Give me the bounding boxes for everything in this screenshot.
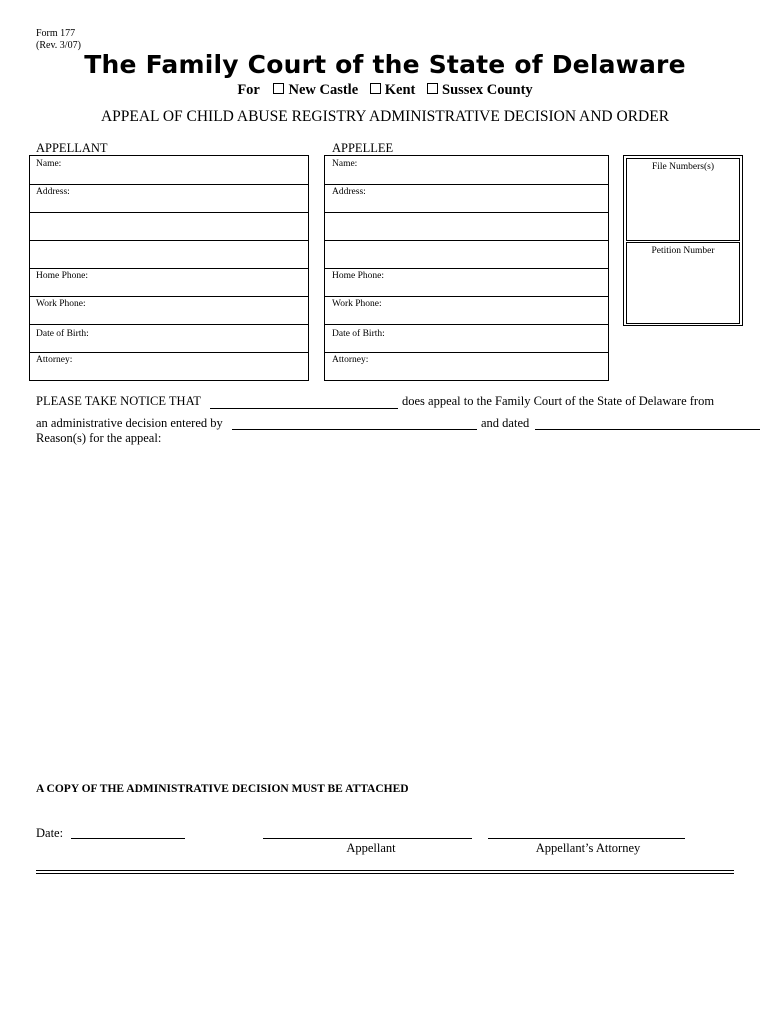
appellee-home-phone-field[interactable]: Home Phone: (325, 268, 608, 296)
appellee-work-phone-field[interactable]: Work Phone: (325, 296, 608, 324)
notice-line1-start: PLEASE TAKE NOTICE THAT (36, 394, 201, 408)
appellant-attorney-field[interactable]: Attorney: (30, 352, 308, 380)
attorney-signature-label: Appellant’s Attorney (535, 841, 641, 855)
file-number-box (623, 155, 743, 326)
attorney-signature-line[interactable] (488, 838, 685, 839)
form-subtitle: APPEAL OF CHILD ABUSE REGISTRY ADMINISTRATIVE DECISION AND ORDER (100, 108, 670, 125)
form-revision: (Rev. 3/07) (36, 40, 81, 51)
footer-divider-top (36, 870, 734, 871)
appellee-address-field[interactable]: Address: (325, 184, 608, 212)
appellee-address-line2[interactable] (325, 212, 608, 240)
date-label: Date: (36, 826, 64, 840)
reasons-label: Reason(s) for the appeal: (36, 431, 162, 445)
for-label: For (237, 82, 260, 98)
petition-number-label: Petition Number (651, 246, 715, 256)
appellant-name-blank[interactable] (210, 408, 398, 409)
notice-line2-mid: and dated (481, 416, 530, 430)
county-kent: Kent (384, 82, 416, 98)
appellant-address-line3[interactable] (30, 240, 308, 268)
appellee-address-line3[interactable] (325, 240, 608, 268)
decision-entered-by-blank[interactable] (232, 429, 477, 430)
date-blank[interactable] (71, 838, 185, 839)
form-number-block (36, 28, 81, 52)
page-title: The Family Court of the State of Delaware (84, 50, 686, 79)
form-number: Form 177 (36, 28, 76, 39)
footer-divider-bottom (36, 873, 734, 874)
reasons-area[interactable] (36, 450, 734, 770)
checkbox-kent[interactable] (370, 83, 381, 94)
county-sussex: Sussex County (442, 82, 533, 98)
appellant-box (29, 155, 309, 381)
appellant-home-phone-field[interactable]: Home Phone: (30, 268, 308, 296)
appellant-name-field[interactable]: Name: (36, 159, 62, 169)
appellant-address-line2[interactable] (30, 212, 308, 240)
appellee-heading: APPELLEE (332, 141, 394, 155)
file-numbers-field[interactable] (626, 158, 740, 241)
checkbox-new-castle[interactable] (273, 83, 284, 94)
appellant-signature-label: Appellant (346, 841, 396, 855)
petition-number-field[interactable] (626, 242, 740, 324)
appellant-work-phone-field[interactable]: Work Phone: (30, 296, 308, 324)
appellant-address-field[interactable]: Address: (30, 184, 308, 212)
appellee-box (324, 155, 609, 381)
checkbox-sussex[interactable] (427, 83, 438, 94)
appellant-signature-line[interactable] (263, 838, 472, 839)
decision-date-blank[interactable] (535, 429, 760, 430)
county-selector (0, 82, 770, 99)
notice-line2-start: an administrative decision entered by (36, 416, 223, 430)
appellee-dob-field[interactable]: Date of Birth: (325, 324, 608, 352)
appellant-dob-field[interactable]: Date of Birth: (30, 324, 308, 352)
appellant-heading: APPELLANT (36, 141, 108, 155)
notice-line1-end: does appeal to the Family Court of the State of Delaware from (402, 394, 715, 408)
file-numbers-label: File Numbers(s) (651, 162, 714, 172)
appellee-name-field[interactable]: Name: (332, 159, 358, 169)
appellee-attorney-field[interactable]: Attorney: (325, 352, 608, 380)
county-new-castle: New Castle (288, 82, 359, 98)
attachment-notice: A COPY OF THE ADMINISTRATIVE DECISION MUST BE ATTACHED (36, 783, 409, 795)
